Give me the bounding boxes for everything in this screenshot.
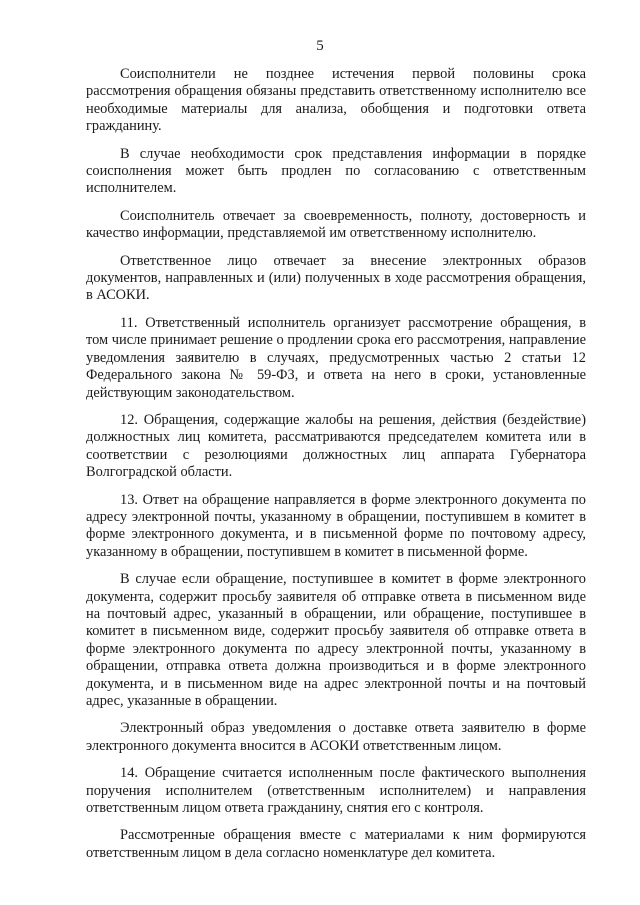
paragraph-archiving: Рассмотренные обращения вместе с материалами к ним формируются ответственным лицом в дела согласно номенклатуре дел комитета. [86, 827, 586, 861]
paragraph-item-14: 14. Обращение считается исполненным после фактического выполнения поручения исполнителем (ответственным исполнителем) и направления ответственным лицом ответа гражданину, снятия его с контроля. [86, 765, 586, 817]
paragraph-coexecutor-responsibility: Соисполнитель отвечает за своевременность, полноту, достоверность и качество информации, представляемой им ответственному исполнителю. [86, 207, 586, 242]
paragraph-responsible-person: Ответственное лицо отвечает за внесение электронных образов документов, направленных и (или) полученных в ходе рассмотрения обращения, в АСОКИ. [86, 252, 586, 304]
paragraph-reply-format: В случае если обращение, поступившее в комитет в форме электронного документа, содержит просьбу заявителя об отправке ответа в письменном виде на почтовый адрес, указанный в обращении, или обращение, поступившее в комитет в письменном виде, содержит просьбу заявителя об отправке ответа в форме электронного документа по адресу электронной почты, указанному в обращении, отправка ответа должна производиться и в форме электронного документа, и в письменном виде на адрес электронной почты и на почтовый адрес, указанные в обращении. [86, 571, 586, 709]
page-number: 5 [316, 38, 324, 54]
document-body [86, 66, 586, 862]
paragraph-coexecutors-deadline: Соисполнители не позднее истечения первой половины срока рассмотрения обращения обязаны представить ответственному исполнителю все необходимые материалы для анализа, обобщения и подготовки ответа гражданину. [86, 66, 586, 135]
paragraph-item-11: 11. Ответственный исполнитель организует рассмотрение обращения, в том числе принимает решение о продлении срока его рассмотрения, направление уведомления заявителю в случаях, предусмотренных частью 2 статьи 12 Федерального закона № 59-ФЗ, и ответа на него в сроки, установленные действующим законодательством. [86, 314, 586, 401]
paragraph-item-13: 13. Ответ на обращение направляется в форме электронного документа по адресу электронной почты, указанному в обращении, поступившем в комитет в форме электронного документа, и в письменной форме по почтовому адресу, указанному в обращении, поступившем в комитет в письменной форме. [86, 491, 586, 560]
paragraph-term-extension: В случае необходимости срок представления информации в порядке соисполнения может быть продлен по согласованию с ответственным исполнителем. [86, 145, 586, 197]
paragraph-item-12: 12. Обращения, содержащие жалобы на решения, действия (бездействие) должностных лиц комитета, рассматриваются председателем комитета или в соответствии с резолюциями должностных лиц аппарата Губернатора Волгоградской области. [86, 411, 586, 481]
paragraph-delivery-notice: Электронный образ уведомления о доставке ответа заявителю в форме электронного документа вносится в АСОКИ ответственным лицом. [86, 720, 586, 754]
